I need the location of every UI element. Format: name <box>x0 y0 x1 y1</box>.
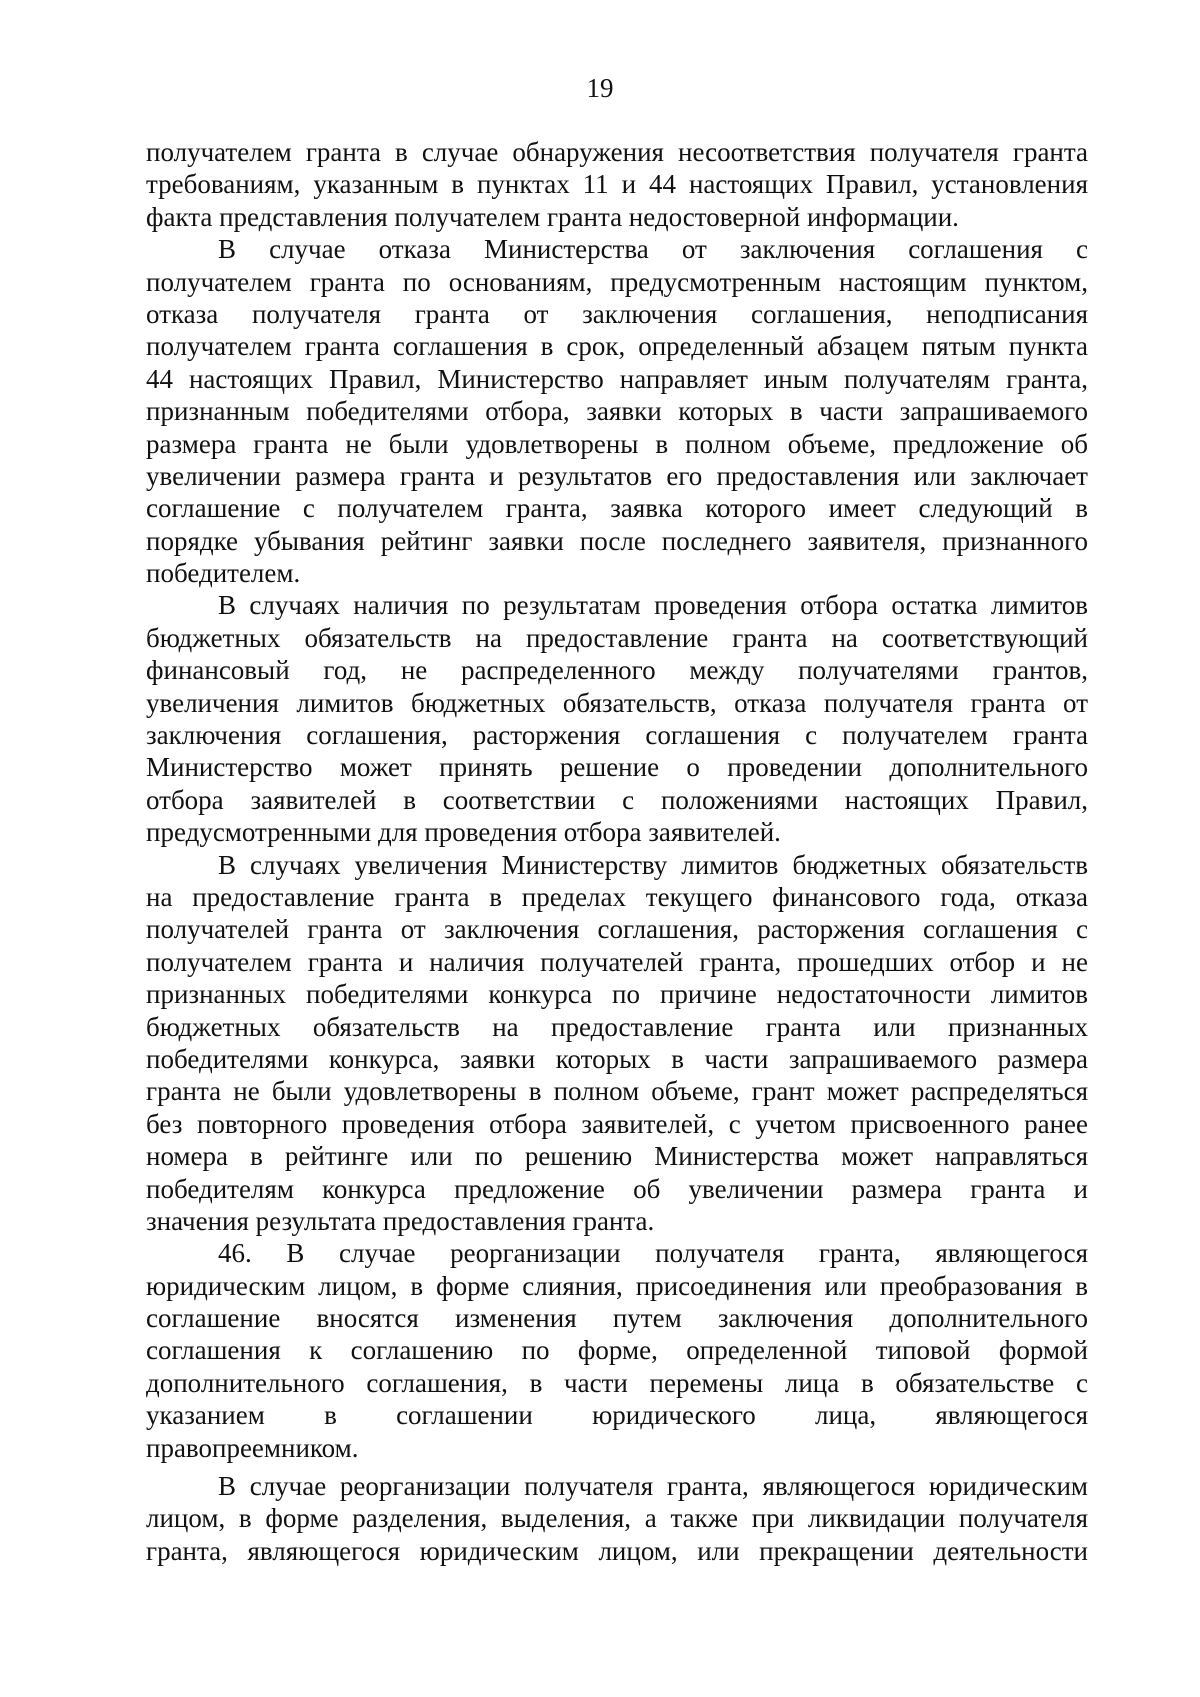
text-line: увеличении размера гранта и результатов его предоставления или заключает <box>146 460 1088 491</box>
text-line: победителям конкурса предложение об увеличении размера гранта и <box>146 1173 1088 1204</box>
text-line: получателем гранта и наличия получателей гранта, прошедших отбор и не <box>146 946 1088 977</box>
text-line: В случае реорганизации получателя гранта, являющегося юридическим <box>218 1471 1088 1502</box>
text-line: соглашение вносятся изменения путем заключения дополнительного <box>146 1303 1088 1334</box>
paragraph <box>146 233 1088 589</box>
text-line: размера гранта не были удовлетворены в полном объеме, предложение об <box>146 428 1088 459</box>
text-line: бюджетных обязательств на предоставление гранта на соответствующий <box>146 622 1088 653</box>
text-line: бюджетных обязательств на предоставление гранта или признанных <box>146 1011 1088 1042</box>
text-line: на предоставление гранта в пределах текущего финансового года, отказа <box>146 881 1088 912</box>
text-line: правопреемником. <box>146 1432 359 1463</box>
text-line: В случае отказа Министерства от заключения соглашения с <box>218 234 1088 265</box>
text-line: заключения соглашения, расторжения соглашения с получателем гранта <box>146 720 1088 751</box>
text-line: номера в рейтинге или по решению Министерства может направляться <box>146 1141 1088 1172</box>
text-line: получателем гранта по основаниям, предусмотренным настоящим пунктом, <box>146 266 1088 297</box>
text-line: отбора заявителей в соответствии с положениями настоящих Правил, <box>146 784 1088 815</box>
text-line: отказа получателя гранта от заключения соглашения, неподписания <box>146 298 1088 329</box>
text-line: гранта не были удовлетворены в полном объеме, грант может распределяться <box>146 1076 1088 1107</box>
text-line: соглашения к соглашению по форме, определенной типовой формой <box>146 1335 1088 1366</box>
page-number: 19 <box>586 73 614 103</box>
text-line: получателем гранта соглашения в срок, определенный абзацем пятым пункта <box>146 331 1088 362</box>
text-line: предусмотренными для проведения отбора заявителей. <box>146 817 781 848</box>
text-line: В случаях увеличения Министерству лимитов бюджетных обязательств <box>218 849 1088 880</box>
text-line: Министерство может принять решение о проведении дополнительного <box>146 752 1088 783</box>
text-line: значения результата предоставления гранта. <box>146 1205 655 1236</box>
text-line: факта представления получателем гранта недостоверной информации. <box>146 201 959 232</box>
text-line: дополнительного соглашения, в части перемены лица в обязательстве с <box>146 1367 1088 1398</box>
text-line: получателей гранта от заключения соглашения, расторжения соглашения с <box>146 914 1088 945</box>
text-line: 46. В случае реорганизации получателя гранта, являющегося <box>218 1238 1088 1269</box>
text-line: указанием в соглашении юридического лица, являющегося <box>146 1400 1088 1431</box>
text-line: юридическим лицом, в форме слияния, присоединения или преобразования в <box>146 1270 1088 1301</box>
paragraph <box>146 1237 1088 1464</box>
paragraph <box>146 136 1088 233</box>
document-body <box>146 136 1088 1567</box>
text-line: увеличения лимитов бюджетных обязательств, отказа получателя гранта от <box>146 687 1088 718</box>
text-line: соглашение с получателем гранта, заявка которого имеет следующий в <box>146 493 1088 524</box>
paragraph <box>146 589 1088 848</box>
text-line: без повторного проведения отбора заявителей, с учетом присвоенного ранее <box>146 1108 1088 1139</box>
paragraph <box>146 1470 1088 1567</box>
text-line: победителями конкурса, заявки которых в части запрашиваемого размера <box>146 1043 1088 1074</box>
text-line: В случаях наличия по результатам проведения отбора остатка лимитов <box>218 590 1088 621</box>
text-line: гранта, являющегося юридическим лицом, или прекращении деятельности <box>146 1535 1088 1566</box>
text-line: требованиям, указанным в пунктах 11 и 44 настоящих Правил, установления <box>146 169 1088 200</box>
text-line: финансовый год, не распределенного между получателями грантов, <box>146 655 1088 686</box>
text-line: признанных победителями конкурса по причине недостаточности лимитов <box>146 979 1088 1010</box>
text-line: лицом, в форме разделения, выделения, а также при ликвидации получателя <box>146 1503 1088 1534</box>
text-line: 44 настоящих Правил, Министерство направляет иным получателям гранта, <box>146 363 1088 394</box>
text-line: признанным победителями отбора, заявки которых в части запрашиваемого <box>146 396 1088 427</box>
text-line: порядке убывания рейтинг заявки после последнего заявителя, признанного <box>146 525 1088 556</box>
paragraph <box>146 849 1088 1238</box>
text-line: победителем. <box>146 558 301 589</box>
text-line: получателем гранта в случае обнаружения несоответствия получателя гранта <box>146 137 1088 167</box>
